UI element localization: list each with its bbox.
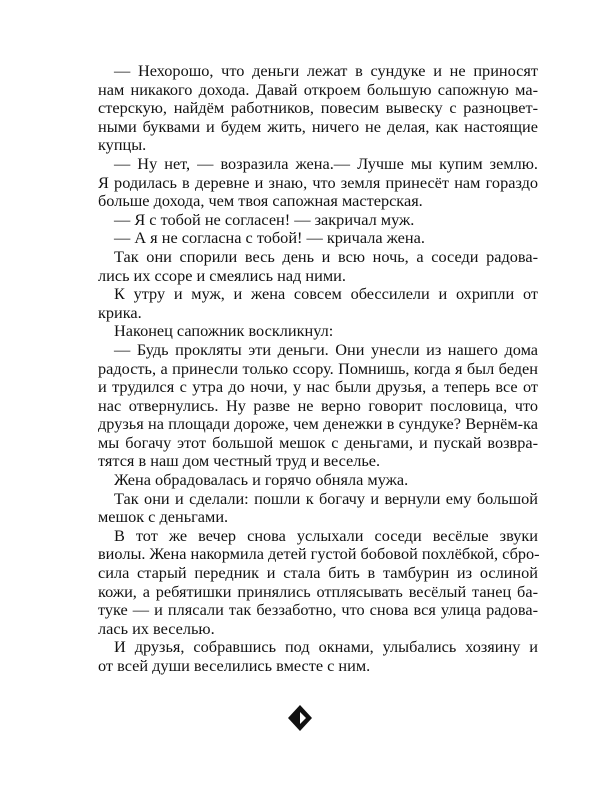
paragraph: [98, 341, 538, 471]
text-line: Наконец сапожник воскликнул:: [114, 321, 334, 341]
text-line: Жена обрадовалась и горячо обняла мужа.: [114, 470, 409, 490]
text-line: нам никакого дохода. Давай откроем большую сапожную ма-: [98, 79, 538, 99]
text-line: виолы. Жена накормила детей густой бобовой похлёбкой, сбро-: [98, 544, 540, 564]
text-line: лась их веселью.: [98, 618, 215, 638]
text-line: И друзья, собравшись под окнами, улыбались хозяину и: [114, 637, 538, 657]
paragraph: [98, 155, 538, 211]
diamond-ornament-icon: [287, 704, 313, 732]
text-line: Так они и сделали: пошли к богачу и вернули ему большой: [114, 488, 538, 508]
text-line: нас отвернулись. Ну разве не верно говорит пословица, что: [98, 395, 538, 415]
paragraph: [98, 527, 538, 639]
text-line: купцы.: [98, 135, 147, 155]
paragraph: [98, 229, 538, 248]
paragraph: [98, 490, 538, 527]
text-line: крика.: [98, 302, 142, 322]
paragraph: [98, 322, 538, 341]
text-line: радость, а принесли только ссору. Помнишь, когда я был беден: [98, 358, 538, 378]
text-line: и трудился с утра до ночи, у нас были друзья, а теперь все от: [98, 377, 538, 397]
text-line: ными буквами и будем жить, ничего не делая, как настоящие: [98, 116, 538, 136]
text-line: друзья на площади дороже, чем денежки в сундуке? Вернём-ка: [98, 414, 538, 434]
paragraph: [98, 285, 538, 322]
text-line: — Будь прокляты эти деньги. Они унесли из нашего дома: [114, 339, 538, 359]
text-line: — Я с тобой не согласен! — закричал муж.: [114, 209, 415, 229]
text-line: тятся в наш дом честный труд и веселье.: [98, 451, 381, 471]
paragraph: [98, 62, 538, 155]
text-line: Я родилась в деревне и знаю, что земля принесёт нам гораздо: [98, 172, 538, 192]
paragraph: [98, 638, 538, 675]
paragraph: [98, 471, 538, 490]
text-line: мешок с деньгами.: [98, 507, 229, 527]
text-line: К утру и муж, и жена совсем обессилели и охрипли от: [114, 284, 538, 304]
text-line: — А я не согласна с тобой! — кричала жена.: [114, 228, 425, 248]
text-line: стерскую, найдём работников, повесим вывеску с разноцвет-: [98, 98, 538, 118]
paragraph: [98, 211, 538, 230]
text-line: больше дохода, чем твоя сапожная мастерская.: [98, 191, 423, 211]
text-line: Так они спорили весь день и всю ночь, а соседи радова-: [114, 246, 538, 266]
text-line: сила старый передник и стала бить в тамбурин из ослиной: [98, 563, 538, 583]
text-line: туке — и плясали так беззаботно, что снова вся улица радова-: [98, 600, 538, 620]
text-line: от всей души веселились вместе с ним.: [98, 656, 371, 675]
text-line: — Нехорошо, что деньги лежат в сундуке и не приносят: [114, 61, 538, 80]
story-text: [98, 62, 538, 676]
text-line: мы богачу этот большой мешок с деньгами, и пускай возвра-: [98, 432, 538, 452]
paragraph: [98, 248, 538, 285]
text-line: кожи, а ребятишки принялись отплясывать весёлый танец ба-: [98, 581, 538, 601]
text-line: лись их ссоре и смеялись над ними.: [98, 265, 346, 285]
text-line: — Ну нет, — возразила жена.— Лучше мы купим землю.: [114, 153, 538, 173]
text-line: В тот же вечер снова услыхали соседи весёлые звуки: [114, 525, 538, 545]
